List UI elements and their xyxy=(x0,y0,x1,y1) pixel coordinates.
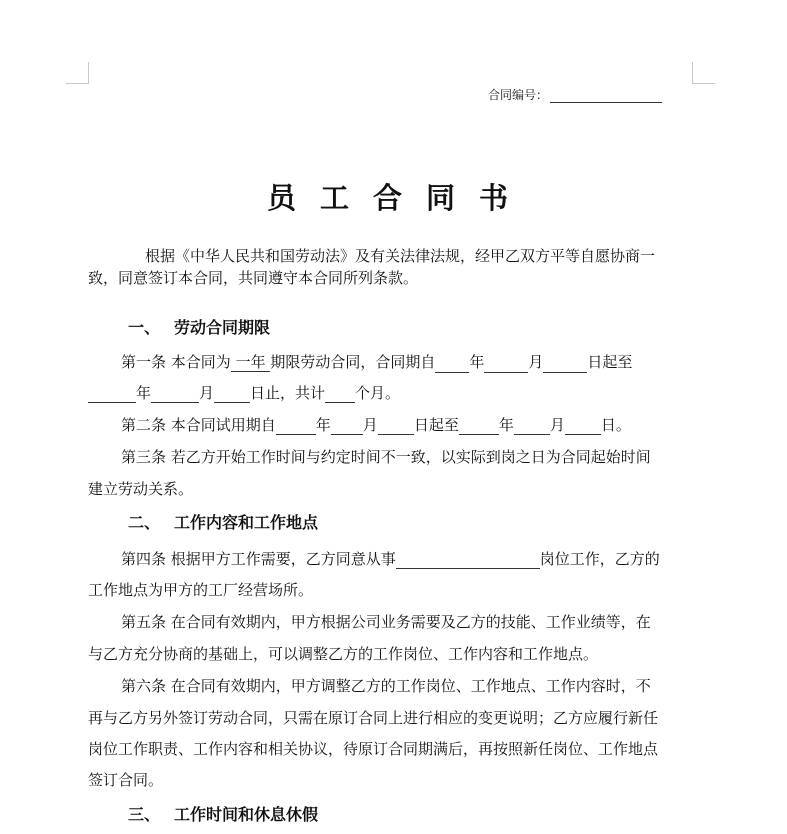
probation-end-day-blank[interactable] xyxy=(565,416,601,435)
end-day-blank[interactable] xyxy=(214,384,250,403)
article-5-line-1: 第五条 在合同有效期内，甲方根据公司业务需要及乙方的技能、工作业绩等，在 xyxy=(121,613,651,631)
section-heading-2 xyxy=(128,512,318,534)
article-3-line-1: 第三条 若乙方开始工作时间与约定时间不一致，以实际到岗之日为合同起始时间 xyxy=(121,448,651,466)
contract-number xyxy=(488,86,662,103)
article-4-line-1 xyxy=(121,549,660,569)
probation-start-month-blank[interactable] xyxy=(331,416,363,435)
document-title: 员工合同书 xyxy=(266,181,532,215)
intro-line-1: 根据《中华人民共和国劳动法》及有关法律法规，经甲乙双方平等自愿协商一 xyxy=(145,247,656,265)
intro-line-2: 致，同意签订本合同，共同遵守本合同所列条款。 xyxy=(88,269,419,287)
margin-mark-top-right-horizontal xyxy=(693,83,715,84)
section-heading-3 xyxy=(128,804,318,826)
article-3-line-2: 建立劳动关系。 xyxy=(88,480,194,498)
article-4-lead: 第四条 根据甲方工作需要，乙方同意从事 xyxy=(121,550,396,568)
section-number: 一、 xyxy=(128,318,161,337)
margin-mark-top-right-vertical xyxy=(692,62,693,84)
article-6-line-3: 岗位工作职责、工作内容和相关协议，待原订合同期满后，再按照新任岗位、工作地点 xyxy=(88,740,659,758)
end-year-blank[interactable] xyxy=(88,384,136,403)
section-number: 三、 xyxy=(128,805,161,824)
probation-start-year-blank[interactable] xyxy=(276,416,316,435)
section-title: 劳动合同期限 xyxy=(174,318,271,337)
article-1-mid: 期限劳动合同，合同期自 xyxy=(270,353,436,371)
article-1-line-1: 第一条 本合同为 一年 期限劳动合同，合同期自 年 月 日起至 xyxy=(121,353,633,371)
margin-mark-top-left-vertical xyxy=(88,62,89,84)
article-2-line: 第二条 本合同试用期自 年 月 日起至 年 月 日。 xyxy=(121,416,631,434)
start-year-blank[interactable] xyxy=(435,354,469,373)
article-5-line-2: 与乙方充分协商的基础上，可以调整乙方的工作岗位、工作内容和工作地点。 xyxy=(88,645,599,663)
probation-end-year-blank[interactable] xyxy=(459,416,499,435)
section-title: 工作内容和工作地点 xyxy=(174,513,319,532)
section-heading-1 xyxy=(128,317,270,339)
probation-start-day-blank[interactable] xyxy=(378,416,414,435)
position-blank[interactable] xyxy=(396,550,540,569)
article-1-line-2: 年 月 日止，共计 个月。 xyxy=(88,383,400,403)
contract-term-value: 一年 xyxy=(231,353,271,372)
probation-end-month-blank[interactable] xyxy=(514,416,550,435)
section-number: 二、 xyxy=(128,513,161,532)
start-month-blank[interactable] xyxy=(484,354,528,373)
margin-mark-top-left-horizontal xyxy=(66,83,88,84)
contract-number-label: 合同编号： xyxy=(488,88,549,102)
article-6-line-1: 第六条 在合同有效期内，甲方调整乙方的工作岗位、工作地点、工作内容时，不 xyxy=(121,677,651,695)
section-title: 工作时间和休息休假 xyxy=(174,805,319,824)
end-month-blank[interactable] xyxy=(151,384,199,403)
article-6-line-2: 再与乙方另外签订劳动合同，只需在原订合同上进行相应的变更说明；乙方应履行新任 xyxy=(88,709,659,727)
article-6-line-4: 签订合同。 xyxy=(88,771,164,789)
start-day-blank[interactable] xyxy=(543,354,587,373)
article-2-lead: 第二条 本合同试用期自 xyxy=(121,416,276,434)
contract-number-blank[interactable] xyxy=(550,90,662,103)
article-1-lead: 第一条 本合同为 xyxy=(121,353,231,371)
total-months-blank[interactable] xyxy=(325,384,355,403)
article-4-tail: 岗位工作，乙方的 xyxy=(539,550,660,568)
article-4-line-2: 工作地点为甲方的工厂经营场所。 xyxy=(88,581,314,599)
